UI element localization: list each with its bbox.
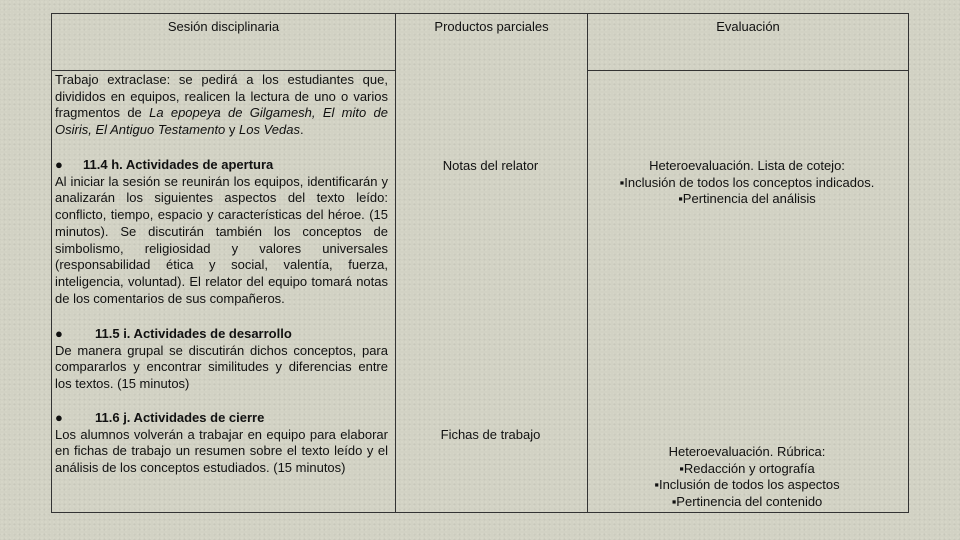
header-sesion: Sesión disciplinaria [167, 19, 280, 34]
apertura-block [55, 157, 388, 307]
desarrollo-block [55, 326, 388, 393]
bullet-icon: ● [55, 157, 63, 172]
cierre-text: Los alumnos volverán a trabajar en equipo para elaborar en fichas de trabajo un resumen sobre el texto leído y el análisis de los conceptos estudiados. (15 minutos) [55, 426, 388, 476]
apertura-heading [55, 157, 388, 174]
rubric-item: ▪Inclusión de todos los aspectos [654, 477, 840, 493]
extraclase-works: Los Vedas [239, 122, 300, 138]
extraclase-text: . [299, 122, 304, 138]
rubric-item: ▪Pertinencia del contenido [671, 494, 823, 510]
desarrollo-heading [55, 326, 388, 343]
evaluation-rubric [587, 444, 907, 511]
checklist-item: ▪Pertinencia del análisis [678, 191, 816, 207]
extraclase-works: La epopeya de Gilgamesh, El mito de Osiris, El Antiguo Testamento [55, 105, 388, 138]
extraclase-text: y [225, 122, 240, 138]
apertura-text: Al iniciar la sesión se reunirán los equipos, identificarán y analizarán los siguientes aspectos del texto leído: conflicto, tiempo, espacio y características del héroe. (15 minutos). Se discutirán también los conceptos de simbolismo, religiosidad y valores universales (responsabilidad ética y social, valentía, fuerza, inteligencia, voluntad). El relator del equipo tomará notas de los comentarios de sus compañeros. [55, 173, 388, 306]
column-divider [587, 14, 588, 512]
apertura-title: 11.4 h. Actividades de apertura [83, 157, 274, 172]
cierre-title: 11.6 j. Actividades de cierre [95, 410, 265, 425]
rubric-item: ▪Redacción y ortografía [679, 460, 815, 476]
product-fichas: Fichas de trabajo [440, 427, 541, 442]
row-divider [52, 70, 395, 71]
desarrollo-title: 11.5 i. Actividades de desarrollo [95, 326, 292, 341]
cierre-block [55, 410, 388, 477]
checklist-title: Heteroevaluación. Lista de cotejo: [649, 158, 845, 173]
cierre-heading [55, 410, 388, 427]
rubric-title: Heteroevaluación. Rúbrica: [668, 444, 826, 459]
extraclase-title: Trabajo extraclase [55, 72, 167, 87]
row-divider [587, 70, 908, 71]
bullet-icon: ● [55, 410, 63, 425]
evaluation-checklist [587, 158, 907, 208]
checklist-item: ▪Inclusión de todos los conceptos indicados. [619, 174, 875, 190]
extraclase-paragraph [55, 72, 388, 139]
extraclase-text: : se pedirá a los estudiantes que, divididos en equipos, realicen la lectura de uno o varios fragmentos de [55, 72, 388, 121]
header-evaluacion: Evaluación [716, 19, 780, 34]
desarrollo-text: De manera grupal se discutirán dichos conceptos, para compararlos y encontrar similitudes y diferencias entre los textos. (15 minutos) [55, 342, 388, 392]
product-notas: Notas del relator [442, 158, 539, 173]
header-productos: Productos parciales [434, 19, 549, 34]
bullet-icon: ● [55, 326, 63, 341]
